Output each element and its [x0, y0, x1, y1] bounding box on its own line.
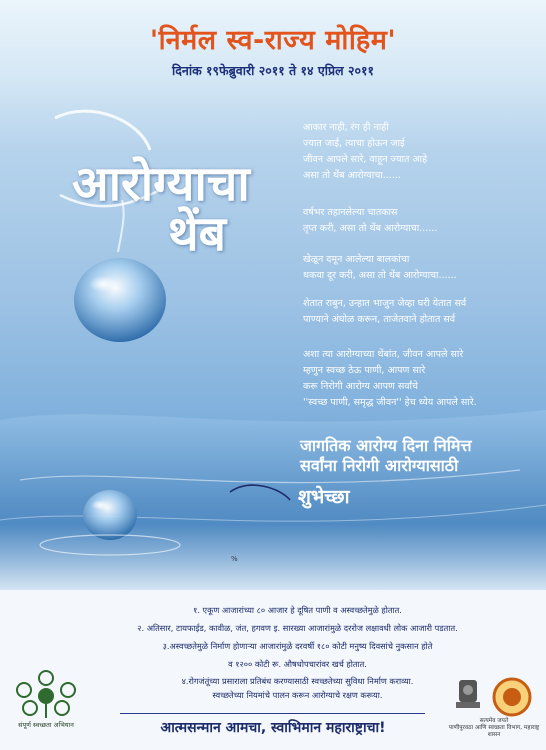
poem-line: ''स्वच्छ पाणी, समृद्ध जीवन'' हेच ध्येय आपले सारे. [303, 397, 477, 408]
poem-line: असा तो थेंब आरोग्याचा...... [303, 170, 401, 181]
poem-line: शेतात राबुन, उन्हात भाजुन जेव्हा घरी येतात सर्व [303, 298, 467, 309]
campaign-title: 'निर्मल स्व-राज्य मोहिम' [149, 25, 397, 56]
percent-mark: % [231, 555, 238, 563]
poem-line: म्हणुन स्वच्छ ठेऊ पाणी, आपण सारे [303, 365, 426, 376]
poem-line: आकार नाही, रंग ही नाही [303, 122, 389, 133]
poem-line: जीवन आपले सारे, वाहून ज्यात आहे [303, 154, 428, 165]
poem-stanza-2 [303, 205, 543, 237]
drop-highlight [91, 500, 109, 510]
department-caption [442, 718, 546, 739]
greeting-text: शुभेच्छा [298, 486, 350, 508]
fact-line: २. अतिसार, टायफाईड, कावीळ, जंत, हगवण इ. सारख्या आजारांमुळे दररोज लक्षावधी लोक आजारी पडतात. [137, 623, 458, 633]
poem-stanza-1 [303, 120, 543, 184]
maharashtra-seal-icon [492, 677, 532, 717]
poem-line: पाण्याने अंघोळ करून, ताजेतवाने होतात सर्व [303, 314, 456, 325]
fact-line: १. एकूण आजारांच्या ८० आजार हे दूषित पाणी व अस्वच्छतेमुळे होतात. [193, 605, 402, 615]
sanitation-campaign-logo [10, 668, 82, 720]
health-day-message: जागतिक आरोग्य दिना निमित्त [300, 436, 472, 455]
national-emblem-icon [451, 678, 485, 716]
poem-line: खेळून दमून आलेल्या बालकांचा [303, 254, 410, 265]
sanitation-logo-caption: संपूर्ण स्वच्छता अभियान [18, 721, 74, 729]
department-name: पाणीपुरवठा आणि स्वच्छता विभाग, महाराष्ट्र शासन [448, 725, 540, 738]
water-drop-small [83, 490, 137, 540]
poem-line: तृप्त करी, असा तो थेंब आरोग्याचा...... [303, 223, 438, 234]
poem-line: करू निरोगी आरोग्य आपण सर्वांचे [303, 381, 419, 392]
slogan-divider [120, 713, 425, 714]
health-wish-message: सर्वांना निरोगी आरोग्यासाठी [300, 456, 459, 475]
poem-line: वर्षभर तहानलेल्या चातकास [303, 207, 398, 218]
poem-stanza-4 [303, 296, 543, 328]
poem-line: अशा त्या आरोग्याच्या थेंबांत, जीवन आपले सारे [303, 349, 464, 360]
campaign-date-range: दिनांक १९फेब्रुवारी २०११ ते १४ एप्रिल २०११ [172, 63, 374, 78]
fact-line: ४.रोगजंतूंच्या प्रसाराला प्रतिबंध करण्यासाठी स्वच्छतेच्या सुविधा निर्माण कराव्या. [181, 676, 414, 686]
slogan: आत्मसन्मान आमचा, स्वाभिमान महाराष्ट्राचा! [160, 720, 386, 736]
poem-line: थकवा दूर करी, असा तो थेंब आरोग्याचा...... [303, 270, 457, 281]
emblem-caption: सत्यमेव जयते [479, 718, 509, 724]
fact-line: स्वच्छतेच्या नियमांचे पालन करून आरोग्याचे रक्षण करूया. [212, 690, 383, 700]
fact-line: व १२०० कोटी रू. औषधोपचारांवर खर्च होतात. [228, 659, 367, 669]
poem-stanza-5 [303, 347, 543, 411]
headline-line-1: आरोग्याचा [72, 156, 250, 212]
poem-stanza-3 [303, 252, 543, 284]
water-drop-large [74, 258, 166, 342]
poem-line: ज्यात जाई, त्याचा होऊन जाई [303, 138, 405, 149]
headline-line-2: थेंब [168, 206, 227, 262]
fact-line: ३.अस्वच्छतेमुळे निर्माण होणाऱ्या आजारांमुळे दरवर्षी १८० कोटी मनुष्य दिवसांचे नुकसान होते [162, 641, 433, 651]
drop-highlight [89, 276, 117, 292]
swirl-stroke [55, 111, 150, 150]
